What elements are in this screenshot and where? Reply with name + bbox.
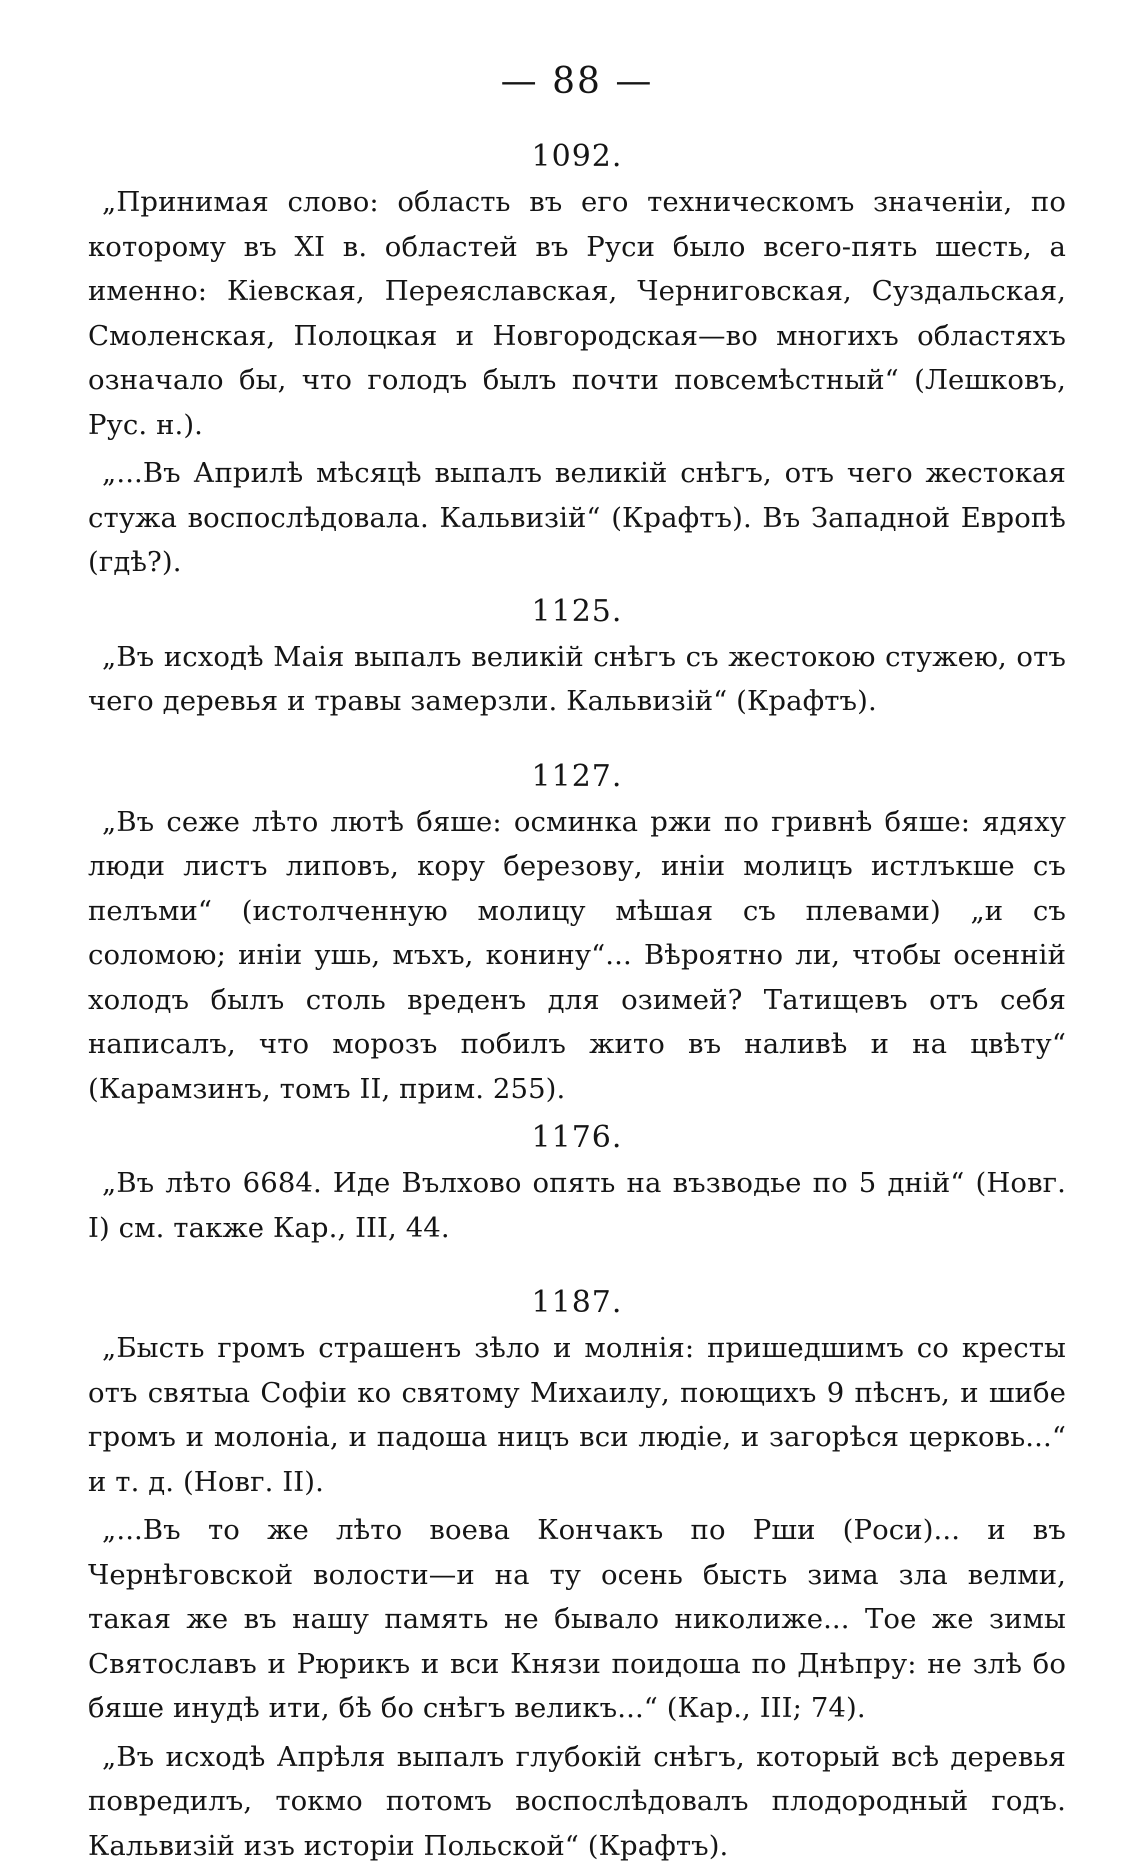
paragraph: „Въ сеже лѣто лютѣ бяше: осминка ржи по гривнѣ бяше: ядяху люди листъ липовъ, кору березову, иніи молицъ истлъкше съ пелъми“ (истолченную молицу мѣшая съ плевами) „и съ соломою; иніи ушь, мъхъ, конину“... Вѣроятно ли, чтобы осенній холодъ былъ столь вреденъ для озимей? Татищевъ отъ себя написалъ, что морозъ побилъ жито въ наливѣ и на цвѣту“ (Карамзинъ, томъ II, прим. 255).	[88, 805, 1066, 1105]
paragraph: „...Въ то же лѣто воева Кончакъ по Рши (Роси)... и въ Чернѣговской волости—и на ту осень бысть зима зла велми, такая же въ нашу память не бывало николиже... Тое же зимы Святославъ и Рюрикъ и вси Князи поидоша по Днѣпру: не злѣ бо бяше инудѣ ити, бѣ бо снѣгъ великъ...“ (Кар., III; 74).	[88, 1514, 1066, 1724]
paragraph: „Въ исходѣ Маія выпалъ великій снѣгъ съ жестокою стужею, отъ чего деревья и травы замерзли. Кальвизій“ (Крафтъ).	[88, 640, 1066, 717]
paragraph: „Бысть громъ страшенъ зѣло и молнія: пришедшимъ со кресты отъ святыа Софіи ко святому Михаилу, поющихъ 9 пѣснъ, и шибе громъ и молоніа, и падоша ницъ вси людіе, и загорѣся церковь...“ и т. д. (Новг. II).	[88, 1332, 1066, 1498]
paragraph: „Въ исходѣ Апрѣля выпалъ глубокій снѣгъ, который всѣ деревья повредилъ, токмо потомъ воспослѣдовалъ плодородный годъ. Кальвизій изъ исторіи Польской“ (Крафтъ).	[88, 1740, 1066, 1862]
year-heading: 1127.	[531, 758, 623, 794]
paragraph: „Въ лѣто 6684. Иде Вълхово опять на възводье по 5 днiй“ (Новг. I) см. также Кар., III, 44.	[88, 1167, 1066, 1244]
year-heading: 1125.	[531, 593, 623, 629]
paragraph: „Принимая слово: область въ его техническомъ значеніи, по которому въ XI в. областей въ Руси было всего-пять шесть, а именно: Кіевская, Переяславская, Черниговская, Суздальская, Смоленская, Полоцкая и Новгородская—во многихъ областяхъ означало бы, что голодъ былъ почти повсемѣстный“ (Лешковъ, Рус. н.).	[88, 186, 1066, 441]
page-number: — 88 —	[500, 61, 654, 102]
year-heading: 1187.	[531, 1285, 623, 1320]
year-heading: 1092.	[531, 139, 623, 174]
year-heading: 1176.	[531, 1120, 623, 1155]
book-page	[88, 60, 1066, 1872]
paragraph: „...Въ Априлѣ мѣсяцѣ выпалъ великій снѣгъ, отъ чего жестокая стужа воспослѣдовала. Кальвизій“ (Крафтъ). Въ Западной Европѣ (гдѣ?).	[88, 457, 1066, 578]
